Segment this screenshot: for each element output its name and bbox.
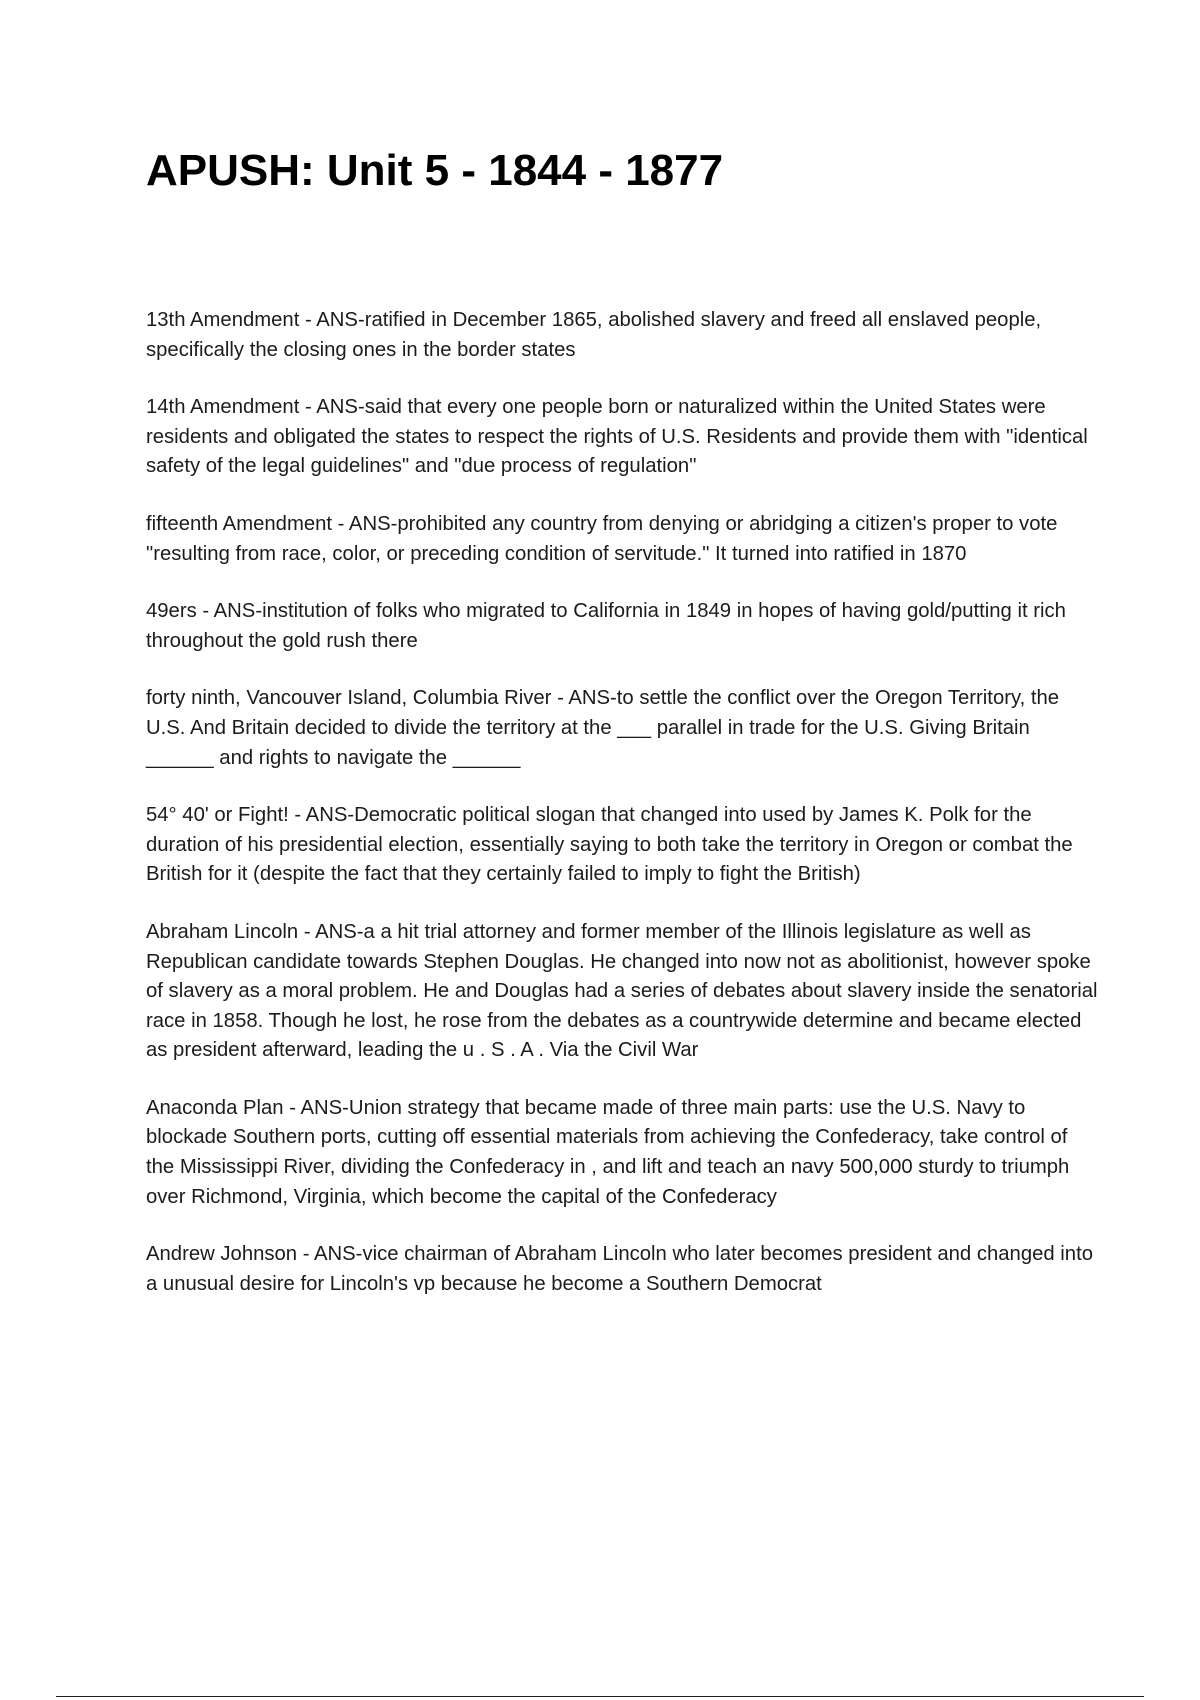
- entry-54-40-or-fight: 54° 40' or Fight! - ANS-Democratic political slogan that changed into used by James K. Polk for the duration of his presidential election, essentially saying to both take the territory in Oregon or combat the British for it (despite the fact that they certainly failed to imply to fight the British): [146, 804, 1073, 886]
- entry-13th-amendment: 13th Amendment - ANS-ratified in December 1865, abolished slavery and freed all enslaved people, specifically the closing ones in the border states: [146, 309, 1042, 361]
- entry-anaconda-plan: Anaconda Plan - ANS-Union strategy that became made of three main parts: use the U.S. Navy to blockade Southern ports, cutting off essential materials from achieving the Confederacy, take control of the Mississippi River, dividing the Confederacy in , and lift and teach an navy 500,000 sturdy to triumph over Richmond, Virginia, which become the capital of the Confederacy: [146, 1096, 1070, 1208]
- footer-divider: [56, 1696, 1144, 1697]
- entry-49ers: 49ers - ANS-institution of folks who migrated to California in 1849 in hopes of having gold/putting it rich throughout the gold rush there: [146, 600, 1066, 652]
- entry-14th-amendment: 14th Amendment - ANS-said that every one people born or naturalized within the United States were residents and obligated the states to respect the rights of U.S. Residents and provide them with "identical safety of the legal guidelines" and "due process of regulation": [146, 396, 1088, 478]
- document-title: APUSH: Unit 5 - 1844 - 1877: [146, 146, 724, 195]
- entry-oregon-settlement: forty ninth, Vancouver Island, Columbia River - ANS-to settle the conflict over the Oregon Territory, the U.S. And Britain decided to divide the territory at the ___ parallel in trade for the U.S. Giving Britain ______ and rights to navigate the ______: [146, 687, 1060, 769]
- entry-andrew-johnson: Andrew Johnson - ANS-vice chairman of Abraham Lincoln who later becomes president and changed into a unusual desire for Lincoln's vp because he become a Southern Democrat: [146, 1243, 1093, 1295]
- entry-fifteenth-amendment: fifteenth Amendment - ANS-prohibited any country from denying or abridging a citizen's proper to vote "resulting from race, color, or preceding condition of servitude." It turned into ratified in 1870: [146, 512, 1058, 565]
- entry-abraham-lincoln: Abraham Lincoln - ANS-a a hit trial attorney and former member of the Illinois legislature as well as Republican candidate towards Stephen Douglas. He changed into now not as abolitionist, however spoke of slavery as a moral problem. He and Douglas had a series of debates about slavery inside the senatorial race in 1858. Though he lost, he rose from the debates as a countrywide determine and became elected as president afterward, leading the u . S . A . Via the Civil War: [146, 920, 1098, 1062]
- entries-list: [146, 306, 1098, 1327]
